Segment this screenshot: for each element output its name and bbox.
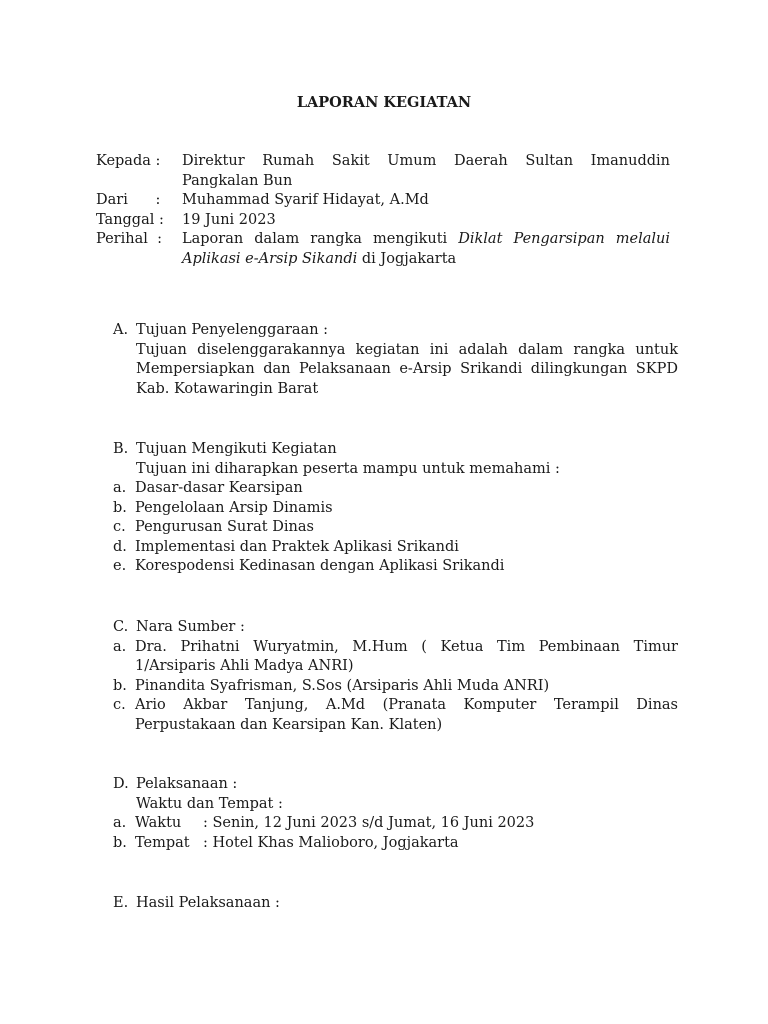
section-b-intro: Tujuan ini diharapkan peserta mampu untuk memahami :	[136, 460, 560, 477]
list-item	[113, 538, 678, 558]
waktu-key: Waktu	[135, 815, 182, 831]
list-item-text: Ario Akbar Tanjung, A.Md (Pranata Komputer Terampil Dinas Perpustakaan dan Kearsipan Kan. Klaten)	[135, 697, 678, 733]
letter-header	[96, 152, 670, 269]
section-d-heading: Pelaksanaan :	[136, 776, 238, 792]
list-item	[113, 479, 678, 499]
section-a-text: Tujuan diselenggarakannya kegiatan ini adalah dalam rangka untuk Mempersiapkan dan Pelaksanaan e-Arsip Srikandi dilingkungan SKPD Kab. Kotawaringin Barat	[136, 341, 678, 397]
section-d-intro: Waktu dan Tempat :	[136, 795, 283, 812]
list-item	[113, 638, 678, 677]
section-c-heading: Nara Sumber :	[136, 619, 245, 635]
perihal-value	[182, 230, 670, 269]
list-item	[113, 557, 678, 577]
kepada-label: Kepada :	[96, 153, 161, 169]
list-item	[113, 677, 678, 697]
header-row-dari	[96, 191, 670, 211]
header-row-tanggal	[96, 211, 670, 231]
list-item	[113, 518, 678, 538]
list-item-text: Dra. Prihatni Wuryatmin, M.Hum ( Ketua Tim Pembinaan Timur 1/Arsiparis Ahli Madya ANRI)	[135, 638, 678, 674]
section-e-heading: Hasil Pelaksanaan :	[136, 895, 280, 911]
tanggal-label: Tanggal :	[96, 211, 164, 228]
kepada-value: Direktur Rumah Sakit Umum Daerah Sultan Imanuddin Pangkalan Bun	[182, 153, 670, 189]
section-a	[113, 321, 678, 399]
list-item-letter: b.	[113, 499, 127, 516]
header-row-perihal	[96, 230, 670, 269]
list-item-letter: c.	[113, 519, 126, 535]
header-row-kepada	[96, 152, 670, 191]
tanggal-value: 19 Juni 2023	[182, 211, 276, 228]
list-item-letter: c.	[113, 697, 126, 713]
list-item	[113, 814, 678, 834]
section-d-letter: D.	[113, 776, 129, 792]
section-b	[113, 440, 678, 577]
section-a-heading: Tujuan Penyelenggaraan :	[136, 322, 329, 338]
list-item-letter: a.	[113, 480, 127, 496]
section-c	[113, 618, 678, 735]
section-b-letter: B.	[113, 441, 129, 457]
list-item	[113, 696, 678, 735]
document-title: LAPORAN KEGIATAN	[296, 94, 472, 111]
list-item-letter: a.	[113, 638, 127, 655]
list-item-letter: e.	[113, 558, 127, 574]
list-item-text	[135, 834, 678, 854]
list-item-text: Dasar-dasar Kearsipan	[135, 480, 303, 496]
dari-value: Muhammad Syarif Hidayat, A.Md	[182, 192, 429, 208]
section-d	[113, 775, 678, 853]
list-item	[113, 499, 678, 519]
dari-label: Dari :	[96, 192, 161, 208]
list-item-letter: d.	[113, 538, 127, 555]
perihal-post: di Jogjakarta	[357, 250, 457, 267]
list-item-text: Pinandita Syafrisman, S.Sos (Arsiparis Ahli Muda ANRI)	[135, 677, 550, 694]
section-e-letter: E.	[113, 895, 129, 911]
section-b-heading: Tujuan Mengikuti Kegiatan	[136, 441, 337, 457]
list-item-text: Implementasi dan Praktek Aplikasi Srikandi	[135, 538, 459, 555]
list-item-letter: b.	[113, 834, 127, 851]
list-item-letter: b.	[113, 677, 127, 694]
list-item-text: Korespodensi Kedinasan dengan Aplikasi Srikandi	[135, 558, 505, 574]
list-item-text: Pengelolaan Arsip Dinamis	[135, 499, 333, 516]
list-item-text	[135, 814, 678, 834]
list-item-text: Pengurusan Surat Dinas	[135, 519, 314, 535]
perihal-italic: Diklat Pengarsipan melalui Aplikasi e-Arsip Sikandi	[182, 231, 670, 267]
section-c-letter: C.	[113, 619, 129, 635]
perihal-pre: Laporan dalam rangka mengikuti	[182, 231, 459, 247]
list-item	[113, 834, 678, 854]
section-e	[113, 894, 678, 914]
tempat-value: : Hotel Khas Malioboro, Jogjakarta	[203, 834, 459, 851]
list-item-letter: a.	[113, 815, 127, 831]
perihal-label: Perihal :	[96, 231, 162, 247]
section-a-letter: A.	[113, 322, 129, 338]
waktu-value: : Senin, 12 Juni 2023 s/d Jumat, 16 Juni 2023	[203, 815, 535, 831]
tempat-key: Tempat	[135, 834, 190, 851]
